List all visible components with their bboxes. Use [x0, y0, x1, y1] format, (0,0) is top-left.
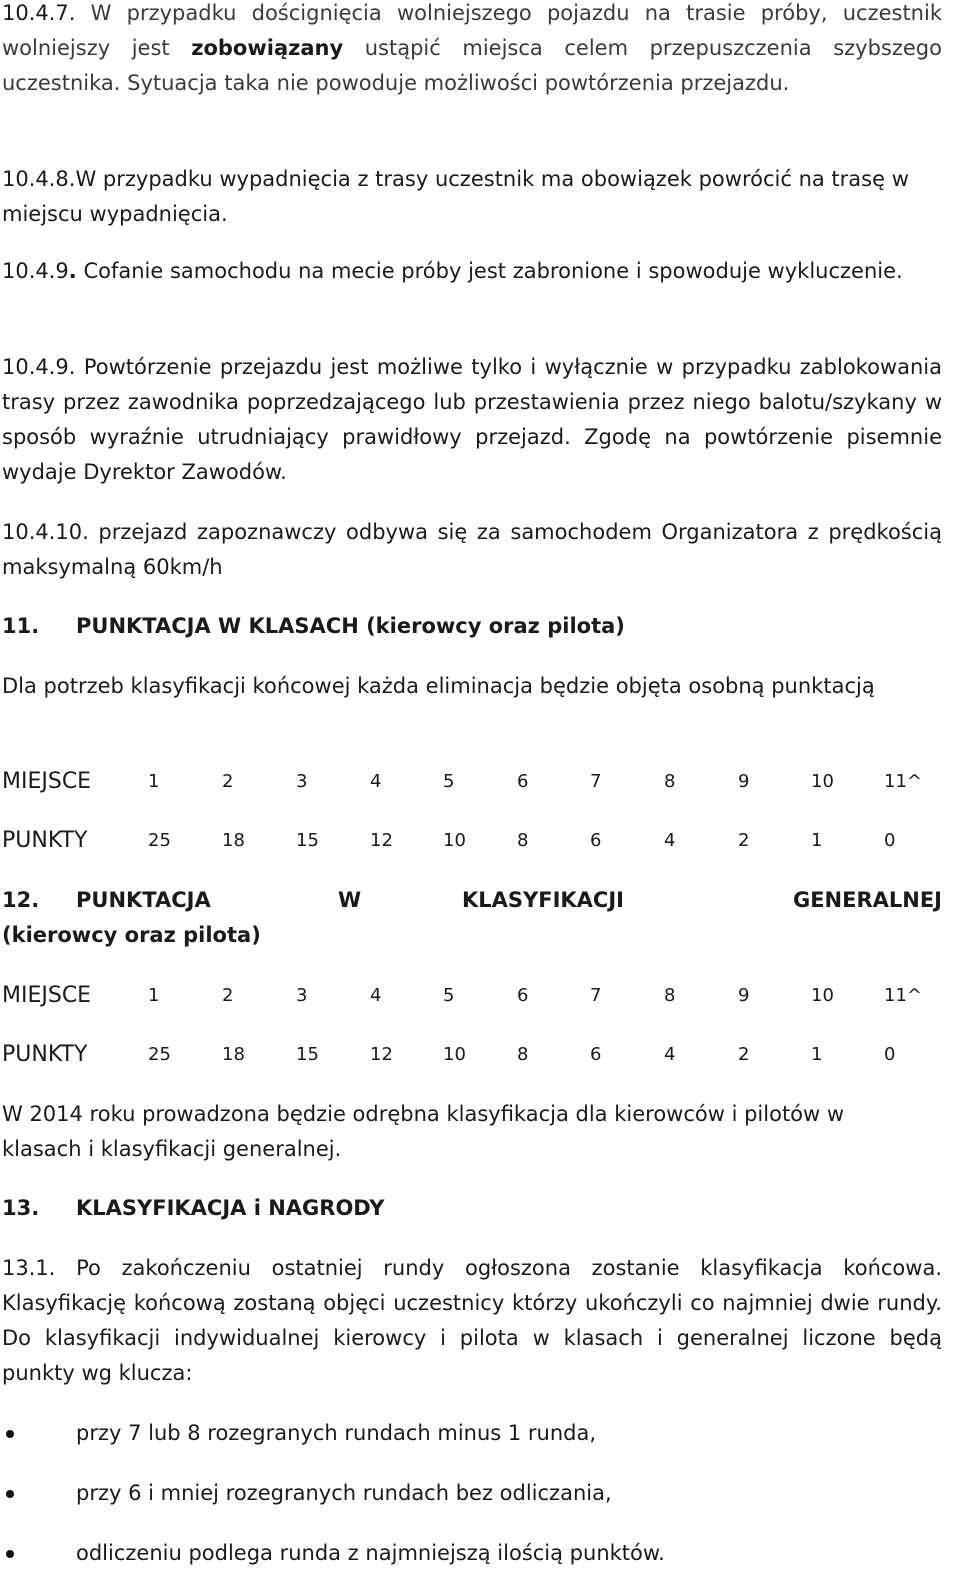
paragraph-2014-classification: W 2014 roku prowadzona będzie odrębna klasyfikacja dla kierowców i pilotów w klasach i klasyfikacji generalnej. — [2, 1102, 845, 1161]
place-cell: 5 — [443, 771, 455, 792]
paragraph-text: W przypadku doścignięcia wolniejszego pojazdu na trasie próby, uczestnik wolniejszy jest — [2, 1, 942, 60]
points-cell: 0 — [884, 830, 896, 851]
section-title: PUNKTACJA W KLASACH (kierowcy oraz pilota) — [76, 614, 625, 638]
place-cell: 9 — [738, 771, 750, 792]
place-cell: 6 — [517, 771, 529, 792]
paragraph-10-4-9-cofanie — [2, 254, 942, 289]
paragraph-13-1: 13.1. Po zakończeniu ostatniej rundy ogłoszona zostanie klasyfikacja końcowa. Klasyfikację końcową zostaną objęci uczestnicy którzy ukończyli co najmniej dwie rundy. Do klasyfikacji indywidualnej kierowcy i pilota w klasach i generalnej liczone będą punkty wg klucza: — [2, 1256, 942, 1385]
place-cell: 2 — [222, 771, 234, 792]
points-cell: 0 — [884, 1044, 896, 1065]
place-cell: 3 — [296, 985, 308, 1006]
points-cell: 6 — [590, 830, 602, 851]
bullet-text: odliczeniu podlega runda z najmniejszą ilością punktów. — [76, 1541, 665, 1565]
place-cell: 11^ — [884, 771, 922, 792]
place-cell: 9 — [738, 985, 750, 1006]
section-number: 12. — [2, 888, 40, 912]
points-label: PUNKTY — [2, 1042, 88, 1067]
points-cell: 2 — [738, 1044, 750, 1065]
points-cell: 1 — [811, 830, 823, 851]
points-label: PUNKTY — [2, 828, 88, 853]
paragraph-number-dot: . — [68, 259, 77, 283]
place-cell: 7 — [590, 771, 602, 792]
section-11-heading — [2, 609, 942, 644]
section-title: KLASYFIKACJA i NAGRODY — [76, 1196, 385, 1220]
section-title-word: PUNKTACJA — [76, 888, 211, 912]
place-cell: 1 — [148, 771, 160, 792]
bullet-icon — [6, 1550, 14, 1558]
paragraph-10-4-8: 10.4.8.W przypadku wypadnięcia z trasy uczestnik ma obowiązek powrócić na trasę w miejscu wypadnięcia. — [2, 167, 909, 226]
place-cell: 2 — [222, 985, 234, 1006]
points-cell: 10 — [443, 830, 466, 851]
points-cell: 4 — [664, 830, 676, 851]
points-table-2-points-row — [2, 1037, 942, 1072]
points-table-2-places-row — [2, 978, 942, 1013]
place-cell: 10 — [811, 771, 834, 792]
points-cell: 15 — [296, 1044, 319, 1065]
points-cell: 18 — [222, 830, 245, 851]
paragraph-number: 10.4.7. — [2, 1, 76, 25]
points-cell: 10 — [443, 1044, 466, 1065]
section-title-word: W — [338, 888, 362, 912]
paragraph-10-4-9-powtorzenie: 10.4.9. Powtórzenie przejazdu jest możliwe tylko i wyłącznie w przypadku zablokowania trasy przez zawodnika poprzedzającego lub przestawienia przez niego balotu/szykany w sposób wyraźnie utrudniający prawidłowy przejazd. Zgodę na powtórzenie pisemnie wydaje Dyrektor Zawodów. — [2, 355, 942, 484]
paragraph-klasyfikacja-koncowa: Dla potrzeb klasyfikacji końcowej każda eliminacja będzie objęta osobną punktacją — [2, 674, 875, 698]
points-table-1-places-row — [2, 764, 942, 799]
place-cell: 11^ — [884, 985, 922, 1006]
points-cell: 25 — [148, 1044, 171, 1065]
place-cell: 10 — [811, 985, 834, 1006]
points-cell: 8 — [517, 830, 529, 851]
place-cell: 8 — [664, 771, 676, 792]
bullet-icon — [6, 1490, 14, 1498]
points-cell: 12 — [370, 830, 393, 851]
place-cell: 5 — [443, 985, 455, 1006]
section-12-heading-line2: (kierowcy oraz pilota) — [2, 923, 261, 947]
points-cell: 18 — [222, 1044, 245, 1065]
points-cell: 15 — [296, 830, 319, 851]
bullet-text: przy 7 lub 8 rozegranych rundach minus 1 runda, — [76, 1421, 597, 1445]
paragraph-text: ustąpić miejsca celem przepuszczenia szybszego uczestnika. Sytuacja taka nie powoduje możliwości powtórzenia przejazdu. — [2, 36, 942, 95]
points-cell: 12 — [370, 1044, 393, 1065]
bullet-text: przy 6 i mniej rozegranych rundach bez odliczania, — [76, 1481, 612, 1505]
bullet-icon — [6, 1430, 14, 1438]
paragraph-text: Cofanie samochodu na mecie próby jest zabronione i spowoduje wykluczenie. — [76, 259, 903, 283]
section-13-heading — [2, 1191, 942, 1226]
place-cell: 6 — [517, 985, 529, 1006]
section-title-word: KLASYFIKACJI — [462, 888, 624, 912]
place-cell: 4 — [370, 771, 382, 792]
points-cell: 2 — [738, 830, 750, 851]
points-cell: 1 — [811, 1044, 823, 1065]
section-title-word: GENERALNEJ — [792, 888, 942, 912]
points-cell: 4 — [664, 1044, 676, 1065]
places-label: MIEJSCE — [2, 983, 92, 1008]
place-cell: 1 — [148, 985, 160, 1006]
paragraph-number: 10.4.9 — [2, 259, 69, 283]
places-label: MIEJSCE — [2, 769, 92, 794]
paragraph-10-4-7 — [2, 0, 942, 101]
points-cell: 6 — [590, 1044, 602, 1065]
section-number: 13. — [2, 1196, 40, 1220]
place-cell: 8 — [664, 985, 676, 1006]
points-table-1-points-row — [2, 823, 942, 858]
place-cell: 3 — [296, 771, 308, 792]
place-cell: 4 — [370, 985, 382, 1006]
section-number: 11. — [2, 614, 40, 638]
paragraph-10-4-10: 10.4.10. przejazd zapoznawczy odbywa się za samochodem Organizatora z prędkością maksymalną 60km/h — [2, 520, 942, 579]
place-cell: 7 — [590, 985, 602, 1006]
section-12-heading — [2, 883, 942, 918]
points-cell: 25 — [148, 830, 171, 851]
points-cell: 8 — [517, 1044, 529, 1065]
bold-term: zobowiązany — [191, 36, 344, 60]
